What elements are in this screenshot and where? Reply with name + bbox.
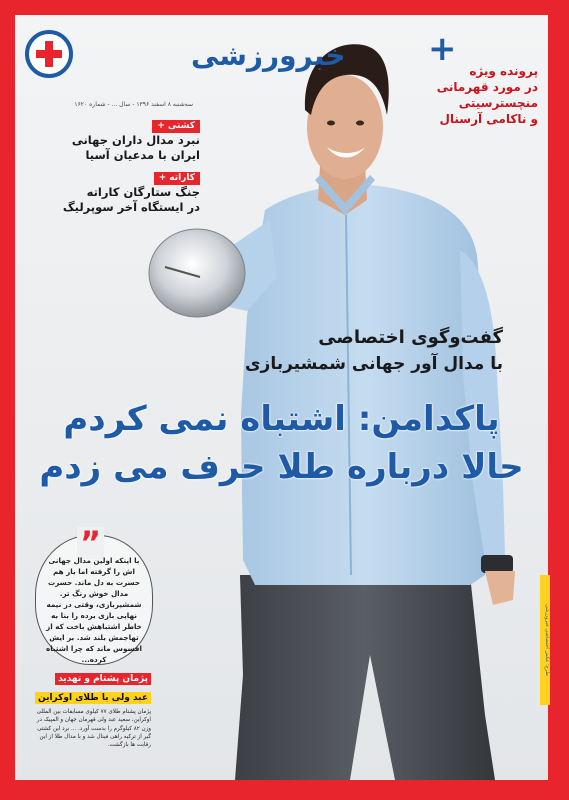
side-line-1: پرونده ویژه <box>469 64 538 78</box>
kicker <box>245 325 503 377</box>
side-line-4: و ناکامی آرسنال <box>439 112 538 126</box>
story-headline-2: ایران با مدعیان آسیا <box>85 147 200 162</box>
story-karate[interactable] <box>45 165 200 214</box>
headline-line-2: حالا درباره طلا حرف می زدم <box>39 447 524 487</box>
newspaper-logo <box>23 25 346 83</box>
logo-text: خبرورزشی <box>191 39 346 72</box>
plus-icon: + <box>157 121 165 131</box>
main-headline[interactable] <box>23 395 540 491</box>
category-badge: کاراته + <box>154 172 200 185</box>
plus-icon: + <box>158 173 167 183</box>
story-headline-2: در ایستگاه آخر سوپرلیگ <box>62 199 200 214</box>
side-line-3: منچسترسیتی <box>458 96 538 110</box>
news-brief-title-1: پژمان پشتام و تهدید <box>55 673 151 685</box>
news-brief[interactable] <box>33 655 151 749</box>
side-feature[interactable] <box>418 29 538 127</box>
quote-text: با اینکه اولین مدال جهانی اش را گرفته اما بار هم حسرت به دل ماند. حسرت مدال خوش رنگ تر. شمشیربازی، وقتی در نیمه نهایی بازی برده را بنا به خاطر اشتباهش باخت که از تهاجمش بلند شد. بر ایش افسوس ماند که چرا اشتباه کرده... <box>46 556 142 664</box>
issue-line: سه‌شنبه ۸ اسفند ۱۳۹۶ - سال ... - شماره ۱۶۲۰ <box>74 101 193 108</box>
newspaper-cover <box>15 15 548 780</box>
photo-credit: طرح: عکس اختصاصی خبرورزشی <box>540 575 550 705</box>
news-brief-title-2: عبد ولی با طلای اوکراین <box>35 692 151 704</box>
quote-mark-icon: ” <box>77 527 104 559</box>
side-line-2: در مورد قهرمانی <box>436 80 538 94</box>
kicker-line-2: با مدال آور جهانی شمشیربازی <box>244 354 503 374</box>
plus-icon: + <box>428 29 457 69</box>
story-headline-1: جنگ ستارگان کاراته <box>86 185 200 200</box>
category-badge: کشتی + <box>152 120 200 133</box>
kicker-line-1: گفت‌وگوی اختصاصی <box>318 327 503 348</box>
headline-line-1: پاکدامن: اشتباه نمی کردم <box>63 399 500 439</box>
story-headline-1: نبرد مدال داران جهانی <box>71 133 200 148</box>
story-wrestling[interactable] <box>45 113 200 162</box>
news-brief-body: پژمان پشتام طلای ۷۷ کیلوی مسابقات بین المللی اوکراین، سعید عبد ولی قهرمان جهان و المپیک در وزن ۸۲ کیلوگرم را بدست آورد. ... برد این کشتی گیر از ترکیه راهی فینال شد و با مدال طلا از این رقابت ها بازگشت. <box>36 709 151 749</box>
